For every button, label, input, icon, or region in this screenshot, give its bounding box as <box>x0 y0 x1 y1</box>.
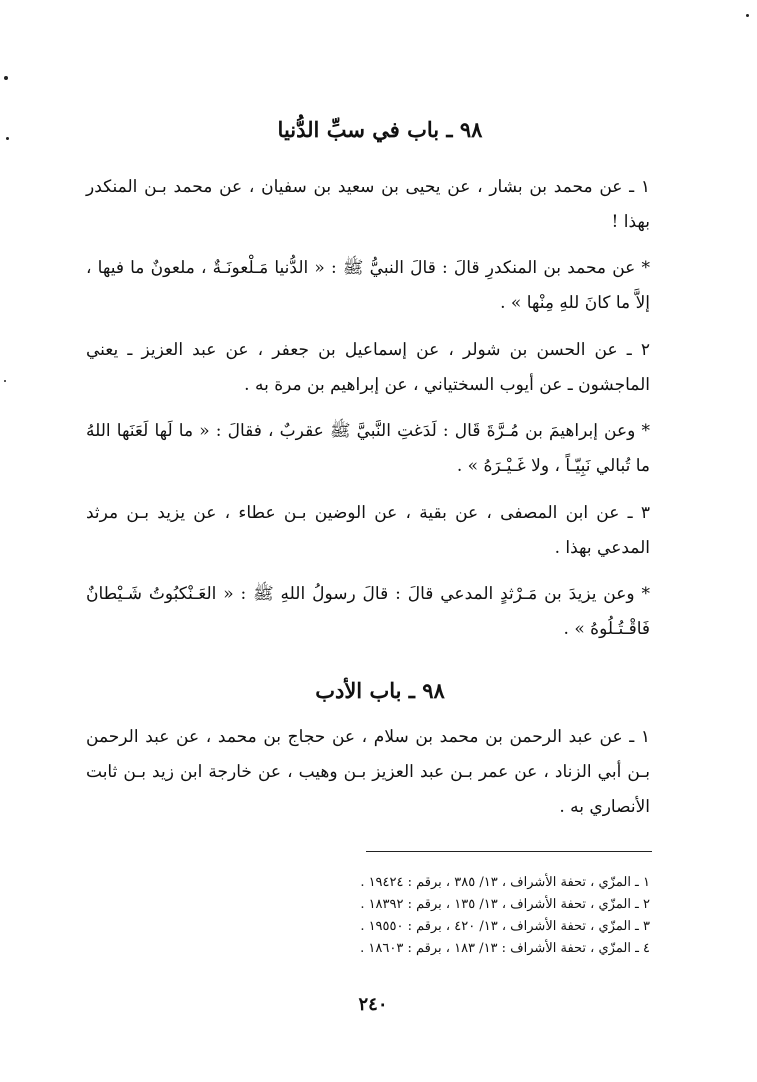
scan-speck <box>4 380 6 382</box>
hadith-paragraph: ١ ـ عن محمد بن بشار ، عن يحيى بن سعيد بن سفيان ، عن محمد بـن المنكدر بهذا ! <box>86 177 650 232</box>
hadith-paragraph: ٢ ـ عن الحسن بن شولر ، عن إسماعيل بن جعفر ، عن عبد العزيز ـ يعني الماجشون ـ عن أيوب السختياني ، عن إبراهيم بن مرة به . <box>86 340 650 395</box>
footnote-divider <box>366 851 652 852</box>
footnote: ٢ ـ المزّي ، تحفة الأشراف ، ١٣/ ١٣٥ ، برقم : ١٨٣٩٢ . <box>360 897 650 912</box>
scan-speck <box>746 14 749 17</box>
section-heading: ٩٨ ـ باب في سبِّ الدُّنيا <box>277 117 483 142</box>
footnotes <box>290 872 650 960</box>
hadith-paragraph: ٣ ـ عن ابن المصفى ، عن بقية ، عن الوضين بـن عطاء ، عن يزيد بـن مرثد المدعي بهذا . <box>86 503 650 558</box>
footnote: ١ ـ المزّي ، تحفة الأشراف ، ١٣/ ٣٨٥ ، برقم : ١٩٤٢٤ . <box>360 875 650 890</box>
hadith-paragraph: * وعن إبراهيمَ بن مُـرَّةَ قَال : لَدَغتِ النَّبيَّ ﷺ عقربٌ ، فقالَ : « ما لَها لَعَنَها اللهُ ما تُبالي نَبِيّـاً ، ولا غَـيْـرَهُ » . <box>86 421 650 476</box>
footnote: ٤ ـ المزّي ، تحفة الأشراف : ١٣/ ١٨٣ ، برقم : ١٨٦٠٣ . <box>360 941 650 956</box>
hadith-paragraph: * وعن يزيدَ بن مَـرْثدٍ المدعي قالَ : قالَ رسولُ اللهِ ﷺ : « العَـنْكبُوتُ شَـيْطانٌ فَاقْـتُـلُوهُ » . <box>86 584 650 639</box>
footnote: ٣ ـ المزّي ، تحفة الأشراف ، ١٣/ ٤٢٠ ، برقم : ١٩٥٥٠ . <box>360 919 650 934</box>
section-heading: ٩٨ ـ باب الأدب <box>315 678 445 703</box>
hadith-paragraph: * عن محمد بن المنكدرِ قالَ : قالَ النبيُّ ﷺ : « الدُّنيا مَـلْعونَـةٌ ، ملعونٌ ما فيها ، إلاَّ ما كانَ للهِ مِنْها » . <box>86 258 650 313</box>
scan-speck <box>6 137 9 140</box>
scan-speck <box>4 76 8 80</box>
hadith-paragraph: ١ ـ عن عبد الرحمن بن محمد بن سلام ، عن حجاج بن محمد ، عن عبد الرحمن بـن أبي الزناد ، عن عمر بـن عبد العزيز بـن وهيب ، عن خارجة ابن زيد بـن ثابت الأنصاري به . <box>86 727 650 817</box>
page-number: ٢٤٠ <box>358 994 388 1015</box>
